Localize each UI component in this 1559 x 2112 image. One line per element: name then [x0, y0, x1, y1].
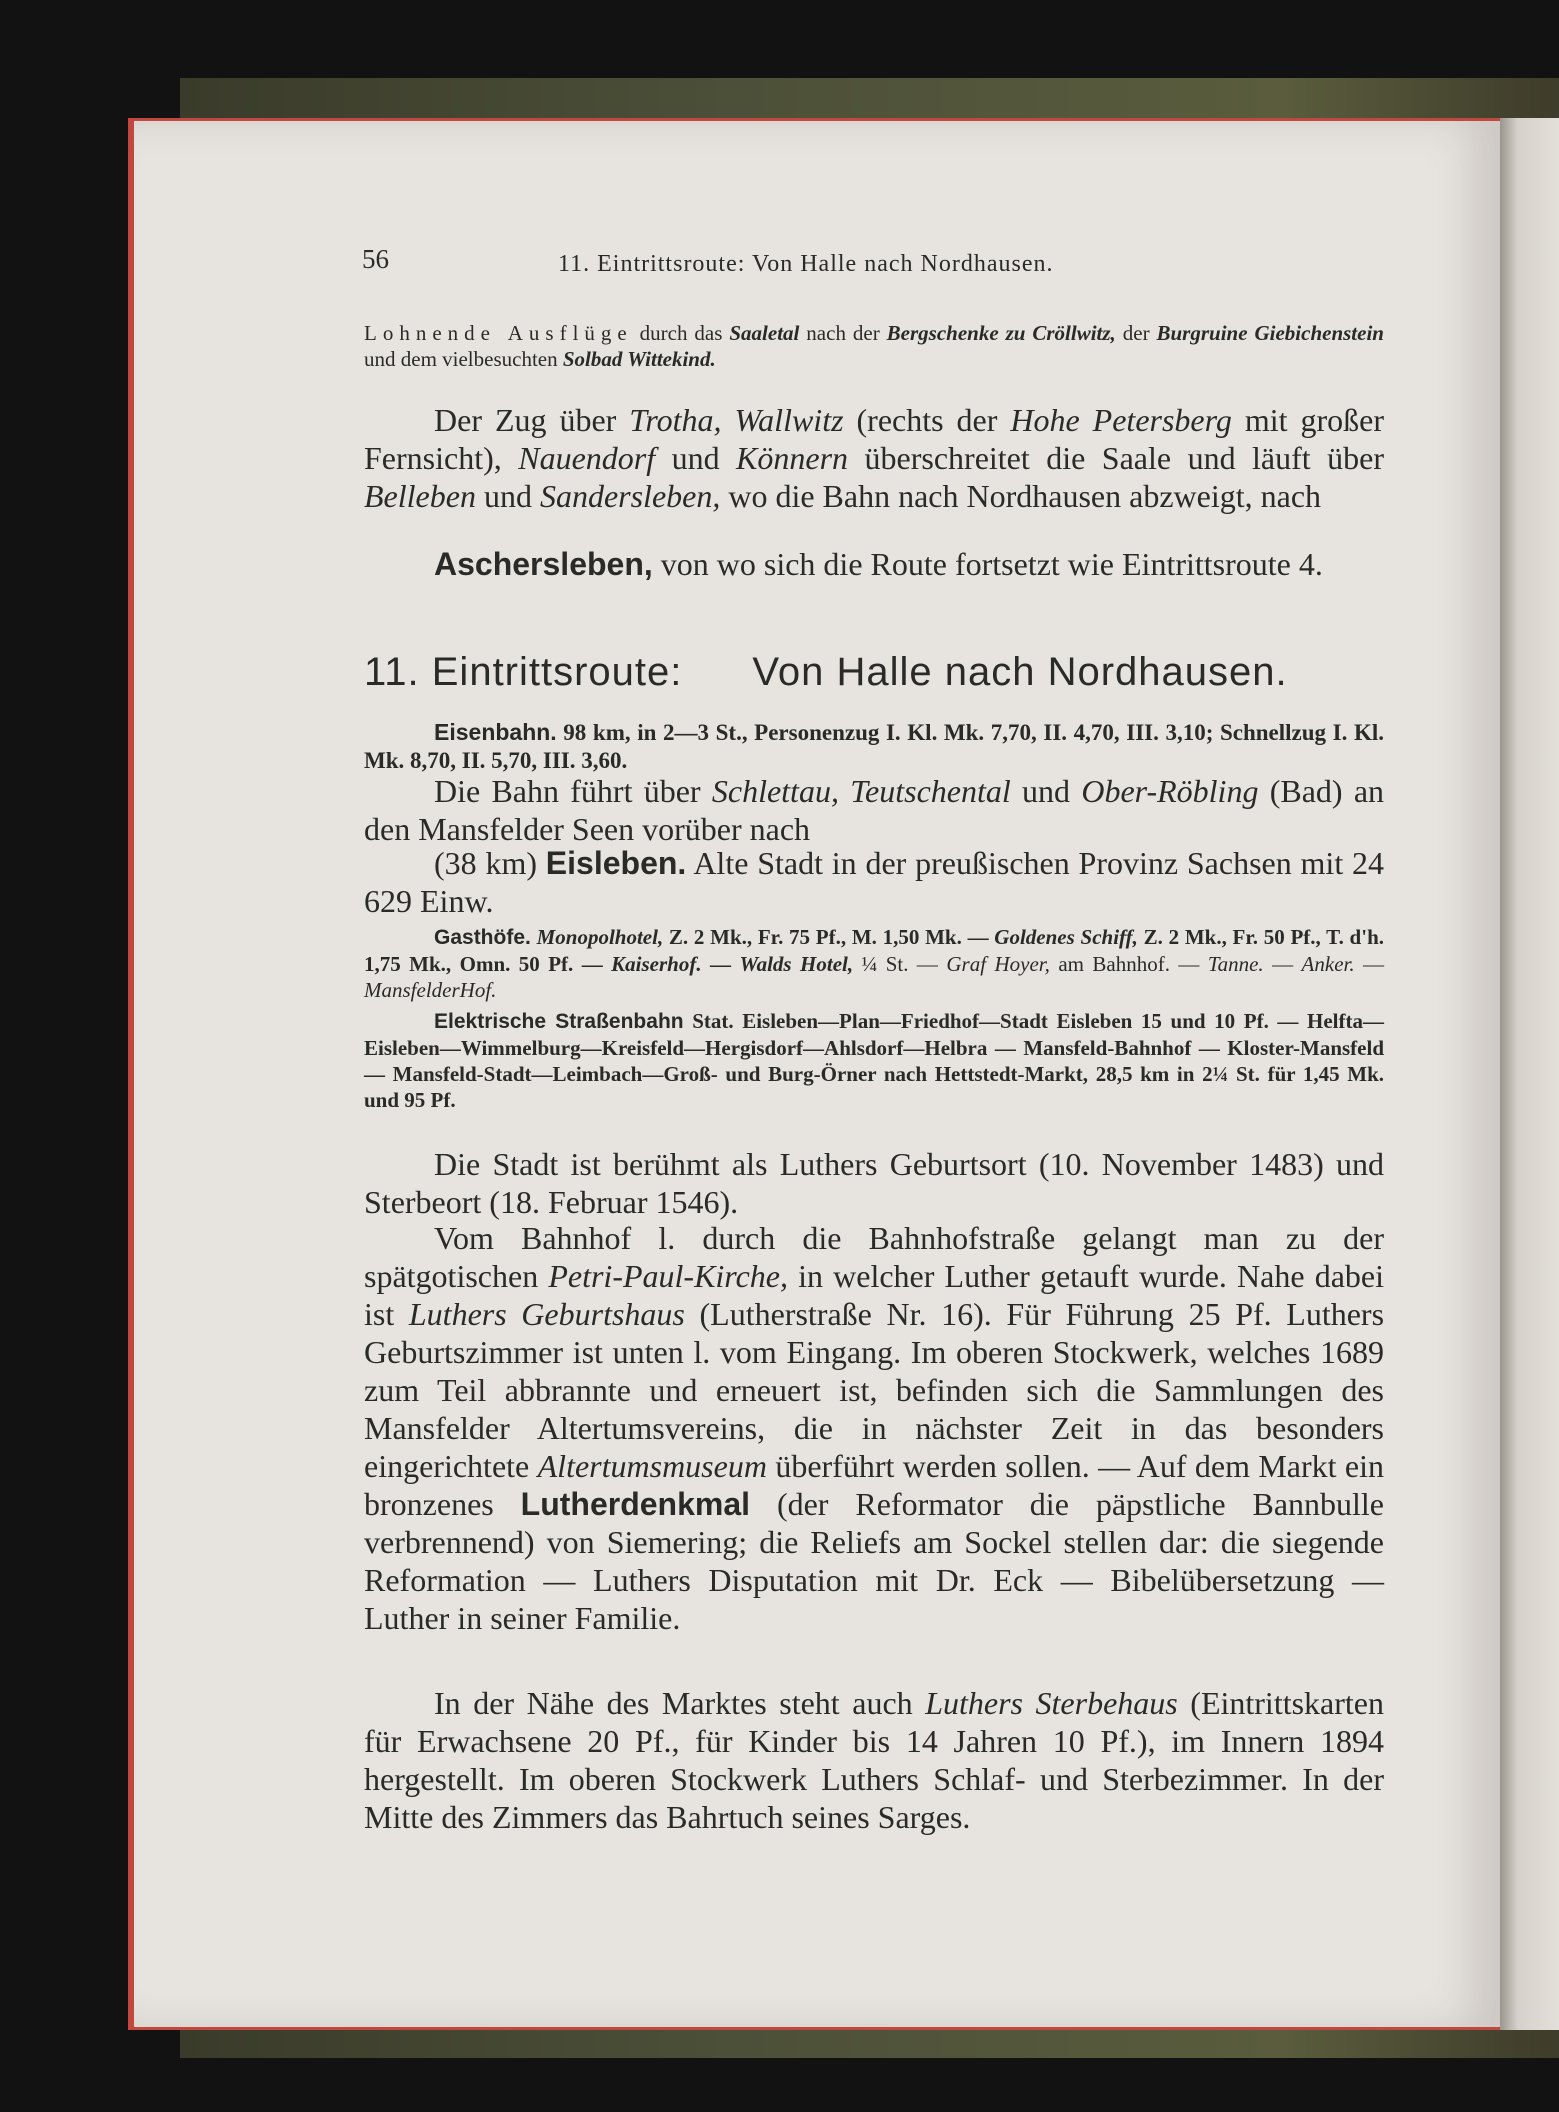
tram-info: Elektrische Straßenbahn Stat. Eisleben—Plan—Friedhof—Stadt Eisleben 15 und 10 Pf. — Helfta—Eisleben—Wimmelburg—Kreisfeld—Hergisdorf—Ahlsdorf—Helbra — Mansfeld-Bahnhof — Kloster-Mansfeld — Mansfeld-Stadt—Leimbach—Groß- und Burg-Örner nach Hettstedt-Markt, 28,5 km in 2¼ St. für 1,45 Mk. und 95 Pf. — [364, 1009, 1384, 1112]
tram-label: Elektrische Straßenbahn — [434, 1010, 684, 1033]
facing-page-edge — [1500, 118, 1559, 2030]
excursions-lead: Lohnende Ausflüge — [364, 321, 633, 345]
paragraph-death-house: In der Nähe des Marktes steht auch Luthers Sterbehaus (Eintrittskarten für Erwachsene 20 Pf., für Kinder bis 14 Jahren 10 Pf.), im Innern 1894 hergestellt. Im oberen Stockwerk Luthers Schlaf- und Sterbezimmer. In der Mitte des Zimmers das Bahrtuch seines Sarges. — [364, 1685, 1385, 1835]
monument-lutherdenkmal: Lutherdenkmal — [520, 1486, 751, 1522]
paragraph-route-eisleben: Die Bahn führt über Schlettau, Teutschental und Ober-Röbling (Bad) an den Mansfelder Seen vorüber nach — [364, 773, 1385, 847]
paragraph-aschersleben: Aschersleben, von wo sich die Route fortsetzt wie Eintrittsroute 4. — [434, 546, 1323, 582]
hotels-label: Gasthöfe. — [434, 926, 531, 949]
section-route-number: 11. Eintrittsroute: — [364, 650, 683, 694]
excursions-note: Lohnende Ausflüge durch das Saaletal nach der Bergschenke zu Cröllwitz, der Burgruine Giebichenstein und dem vielbesuchten Solbad Wittekind. — [364, 321, 1384, 371]
place-aschersleben: Aschersleben, — [434, 546, 653, 582]
hotels-info: Gasthöfe. Monopolhotel, Z. 2 Mk., Fr. 75 Pf., M. 1,50 Mk. — Goldenes Schiff, Z. 2 Mk., Fr. 50 Pf., T. d'h. 1,75 Mk., Omn. 50 Pf. — Kaiserhof. — Walds Hotel, ¼ St. — Graf Hoyer, am Bahnhof. — Tanne. — Anker. — MansfelderHof. — [364, 925, 1385, 1002]
paragraph-eisleben: (38 km) Eisleben. Alte Stadt in der preußischen Provinz Sachsen mit 24 629 Einw. — [364, 845, 1385, 919]
paragraph-route-intro: Der Zug über Trotha, Wallwitz (rechts der Hohe Petersberg mit großer Fernsicht), Nauendorf und Könnern überschreitet die Saale und läuft über Belleben und Sandersleben, wo die Bahn nach Nordhausen abzweigt, nach — [364, 402, 1385, 514]
running-title: 11. Eintrittsroute: Von Halle nach Nordhausen. — [558, 251, 1054, 277]
section-title: Von Halle nach Nordhausen. — [752, 650, 1288, 694]
section-heading — [364, 650, 1384, 695]
paragraph-sights: Vom Bahnhof l. durch die Bahnhofstraße gelangt man zu der spätgotischen Petri-Paul-Kirche, in welcher Luther getauft wurde. Nahe dabei ist Luthers Geburtshaus (Lutherstraße Nr. 16). Für Führung 25 Pf. Luthers Geburtszimmer ist unten l. vom Eingang. Im oberen Stockwerk, welches 1689 zum Teil abbrannte und erneuert ist, befinden sich die Sammlungen des Mansfelder Altertumsvereins, die in nächster Zeit in das besonders eingerichtete Altertumsmuseum überführt werden sollen. — Auf dem Markt ein bronzenes Lutherdenkmal (der Reformator die päpstliche Bannbulle verbrennend) von Siemering; die Reliefs am Sockel stellen dar: die siegende Reformation — Luthers Disputation mit Dr. Eck — Bibelübersetzung — Luther in seiner Familie. — [364, 1220, 1385, 1636]
page-number: 56 — [362, 244, 389, 274]
railway-info: Eisenbahn. 98 km, in 2—3 St., Personenzug I. Kl. Mk. 7,70, II. 4,70, III. 3,10; Schnellzug I. Kl. Mk. 8,70, II. 5,70, III. 3,60. — [364, 719, 1384, 773]
place-eisleben: Eisleben. — [545, 845, 687, 881]
railway-label: Eisenbahn. — [434, 719, 557, 745]
paragraph-birthplace: Die Stadt ist berühmt als Luthers Geburtsort (10. November 1483) und Sterbeort (18. Februar 1546). — [364, 1146, 1384, 1220]
